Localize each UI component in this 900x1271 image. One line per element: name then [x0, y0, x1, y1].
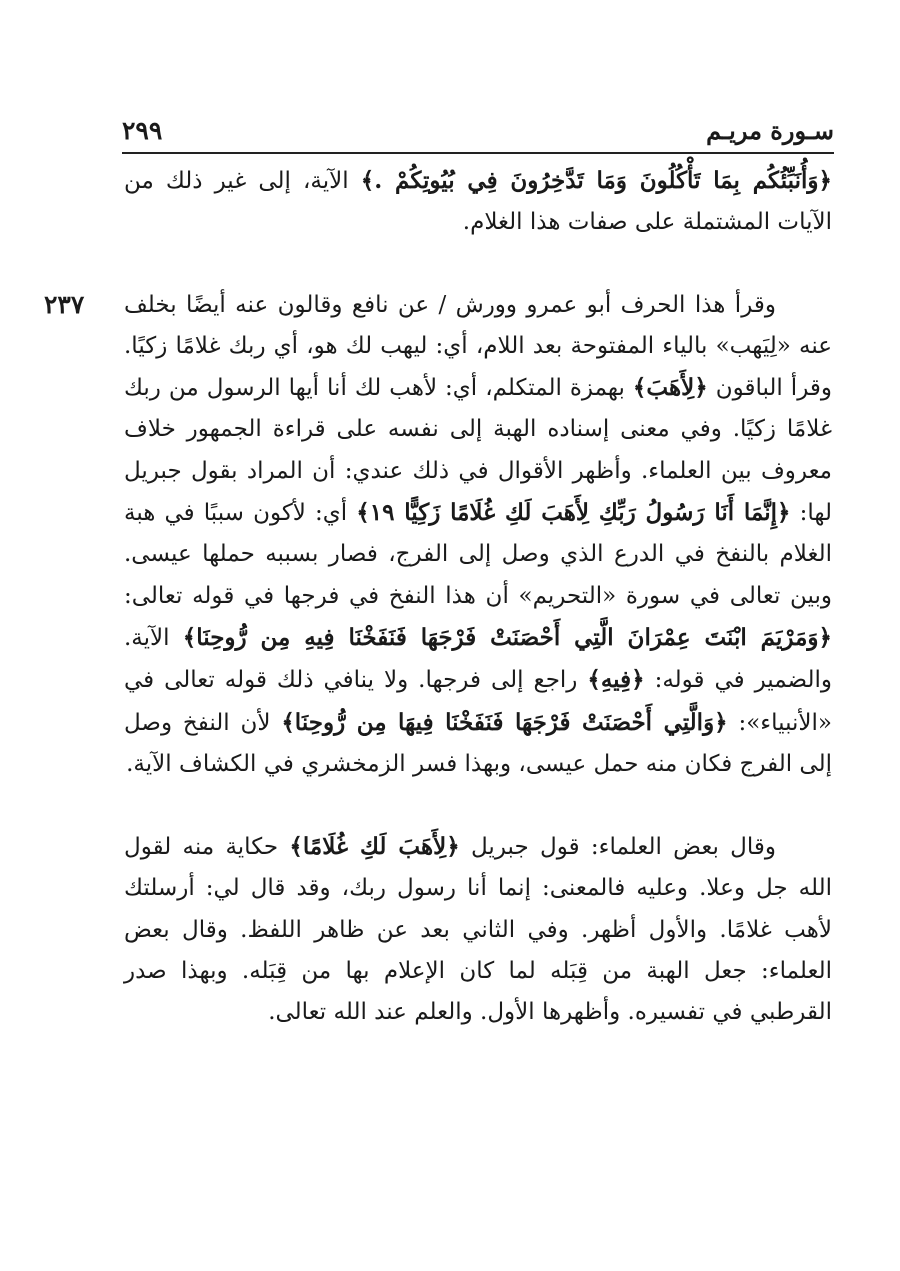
quran-verse: ﴿فِيهِ﴾	[587, 666, 645, 694]
margin-page-reference: ٢٣٧	[44, 290, 85, 319]
page-header	[122, 110, 834, 154]
text-span: بهمزة المتكلم، أي: لأهب لك أنا أيها الرسول من ربك غلامًا زكيًا. وفي معنى إسناده الهبة إلى نفسه على قراءة الجمهور خلاف معروف بين العلماء. وأظهر الأقوال في ذلك عندي: أن المراد بقول جبريل لها:	[124, 375, 832, 527]
quran-verse: ﴿لِأَهَبَ لَكِ غُلَامًا﴾	[289, 833, 460, 861]
text-span: لأن النفخ وصل إلى الفرج فكان منه حمل عيسى، وبهذا فسر الزمخشري في الكشاف الآية.	[124, 709, 832, 777]
header-divider	[122, 152, 834, 154]
paragraph-2	[124, 285, 832, 786]
page-number: ٢٩٩	[122, 116, 163, 145]
text-span: الآية، إلى غير ذلك من الآيات المشتملة على صفات هذا الغلام.	[124, 168, 832, 236]
text-span: راجع إلى فرجها. ولا ينافي ذلك قوله تعالى في «الأنبياء»:	[124, 667, 832, 736]
paragraph-3	[124, 826, 832, 1033]
quran-verse: ﴿وَالَّتِي أَحْصَنَتْ فَرْجَهَا فَنَفَخْنَا فِيهَا مِن رُّوحِنَا﴾	[281, 708, 728, 736]
text-span: حكاية منه لقول الله جل وعلا. وعليه فالمعنى: إنما أنا رسول ربك، وقد قال لي: أرسلتك لأهب غلامًا. والأول أظهر. وفي الثاني بعد عن ظاهر اللفظ. وقال بعض العلماء: جعل الهبة من قِبَله لما كان الإعلام بها من قِبَله. وبهذا صدر القرطبي في تفسيره. وأظهرها الأول. والعلم عند الله تعالى.	[124, 834, 832, 1026]
text-span: أي: لأكون سببًا في هبة الغلام بالنفخ في الدرع الذي وصل إلى الفرج، فصار بسببه حملها عيسى. وبين تعالى في سورة «التحريم» أن هذا النفخ في فرجها في قوله تعالى:	[124, 500, 832, 609]
surah-title: سـورة مريـم	[706, 116, 834, 145]
quran-verse: ﴿وَمَرْيَمَ ابْنَتَ عِمْرَانَ الَّتِي أَحْصَنَتْ فَرْجَهَا فَنَفَخْنَا فِيهِ مِن رُّوحِنَا﴾	[182, 623, 832, 651]
body-text	[124, 160, 832, 1034]
text-span: وقال بعض العلماء: قول جبريل	[459, 834, 776, 861]
text-span: الآية. والضمير في قوله:	[124, 624, 832, 694]
quran-verse: ﴿وَأُنَبِّئُكُم بِمَا تَأْكُلُونَ وَمَا تَدَّخِرُونَ فِي بُيُوتِكُمْ .﴾	[360, 167, 832, 194]
text-span: وقرأ هذا الحرف أبو عمرو وورش / عن نافع وقالون عنه أيضًا بخلف عنه «لِيَهب» بالياء المفتوحة بعد اللام، أي: ليهب لك هو، أي ربك غلامًا زكيًا. وقرأ الباقون	[124, 291, 832, 402]
paragraph-1	[124, 160, 832, 244]
quran-verse: ﴿لِأَهَبَ﴾	[632, 374, 708, 402]
quran-verse: ﴿إِنَّمَا أَنَا رَسُولُ رَبِّكِ لِأَهَبَ لَكِ غُلَامًا زَكِيًّا ١٩﴾	[356, 499, 791, 527]
